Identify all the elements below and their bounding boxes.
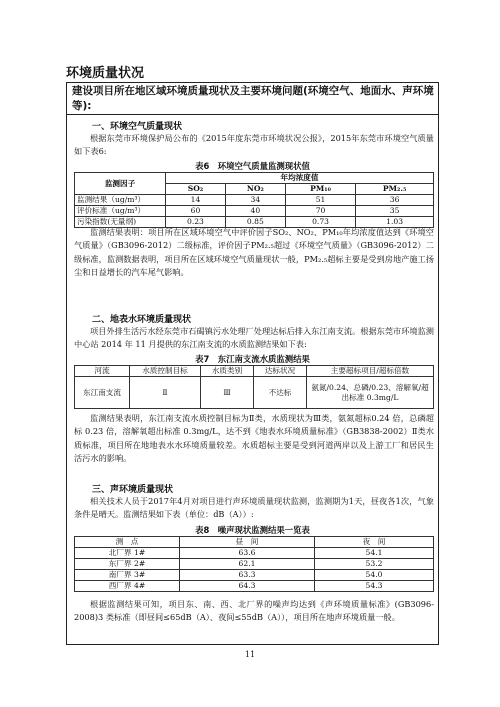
noise-table-caption: 表8 噪声现状监测结果一览表 (195, 525, 310, 535)
air-pollutant-so2: SO₂ (166, 184, 226, 195)
air-intro: 根据东莞市环境保护局公布的《2015年度东莞市环境状况公报》，2015年东莞市环境空气质量如下表6: (74, 133, 434, 157)
water-result: 监测结果表明，东江南支流水质控制目标为Ⅱ类，水质现状为Ⅲ类，氨氮超标0.24 倍，总磷超标 0.23 倍，溶解氧超出标准 0.3mg/L，达不到《地表水环境质量标准》（GB3838-2002）Ⅱ类水质标准，项目所在地地表水水环境质量较差。水质超标主要是受到河道两岸以及上游工厂和居民生活污水的影响。 (74, 413, 434, 463)
page-number: 11 (244, 650, 256, 659)
table-row: 污染指数(无量纲) 0.23 0.85 0.73 1.03 (75, 217, 434, 228)
noise-section-heading: 三、声环境质量现状 (92, 485, 174, 495)
table-row: 监测结果（ug/m³） 14 34 51 36 (75, 195, 434, 206)
water-quality-table: 河流 水质控制目标 水质类别 达标状况 主要超标项目/超标倍数 东江南支流 Ⅱ Ⅲ 不达标 氨氮/0.24、总磷/0.23、溶解氧/超出标准 0.3mg/L (74, 365, 434, 409)
water-table-caption: 表7 东江南支流水质监测结果 (195, 354, 310, 364)
frame-heading-divider (66, 114, 439, 115)
air-result: 监测结果表明：项目所在区域环境空气中评价因子SO₂、NO₂、PM₁₀年均浓度值达到《环境空气质量》（GB3096-2012）二级标准，评价因子PM₂.₅超过《环境空气质量》（GB3096-2012）二级标准，监测数据表明，项目所在区域环境空气质量现状一般，PM₂.₅超标主要是受到房地产施工扬尘和日益增长的汽车尾气影响。 (74, 227, 434, 277)
air-quality-table (74, 172, 434, 228)
noise-intro: 相关技术人员于2017年4月对项目进行声环境质量现状监测，监测期为1天，昼夜各1次，气象条件是晴天。监测结果如下表（单位：dB（A））: (74, 496, 434, 520)
air-header-factor: 监测因子 (75, 173, 166, 195)
water-section-heading: 二、地表水环境质量现状 (92, 315, 192, 325)
air-pollutant-no2: NO₂ (225, 184, 285, 195)
air-header-group: 年均浓度值 (166, 173, 434, 184)
air-section-heading: 一、环境空气质量现状 (92, 122, 183, 132)
table-row: 南厂界 3# 63.3 54.0 (75, 570, 434, 581)
air-table-caption: 表6 环境空气质量监测现状值 (195, 161, 310, 171)
frame-heading: 建设项目所在地区域环境质量现状及主要环境问题(环境空气、地面水、声环境等): (72, 85, 434, 112)
table-row: 东厂界 2# 62.1 53.2 (75, 559, 434, 570)
table-row: 东江南支流 Ⅱ Ⅲ 不达标 氨氮/0.24、总磷/0.23、溶解氧/超出标准 0.3mg/L (75, 377, 434, 409)
page-title: 环境质量状况 (66, 66, 145, 81)
table-row: 西厂界 4# 64.3 54.3 (75, 581, 434, 592)
air-pollutant-pm10: PM₁₀ (285, 184, 355, 195)
table-row: 评价标准（ug/m³） 60 40 70 35 (75, 206, 434, 217)
water-intro: 项目外排生活污水经东莞市石碣镇污水处理厂处理达标后排入东江南支流。根据东莞市环境监测中心站 2014 年 11 月提供的东江南支流的水质监测结果如下表: (74, 326, 434, 350)
air-pollutant-pm25: PM₂.₅ (356, 184, 434, 195)
table-row: 北厂界 1# 63.6 54.1 (75, 548, 434, 559)
noise-result: 根据监测结果可知，项目东、南、西、北厂界的噪声均达到《声环境质量标准》(GB3096-2008)3 类标准（即昼间≤65dB（A）、夜间≤55dB（A）），项目所在地声环境质量一般。 (74, 599, 434, 623)
noise-table: 测 点 昼 间 夜 间 北厂界 1# 63.6 54.1 东厂界 2# 62.1 53.2 南厂界 3# 63.3 54.0 西厂界 4# 64.3 54.3 (74, 536, 434, 592)
